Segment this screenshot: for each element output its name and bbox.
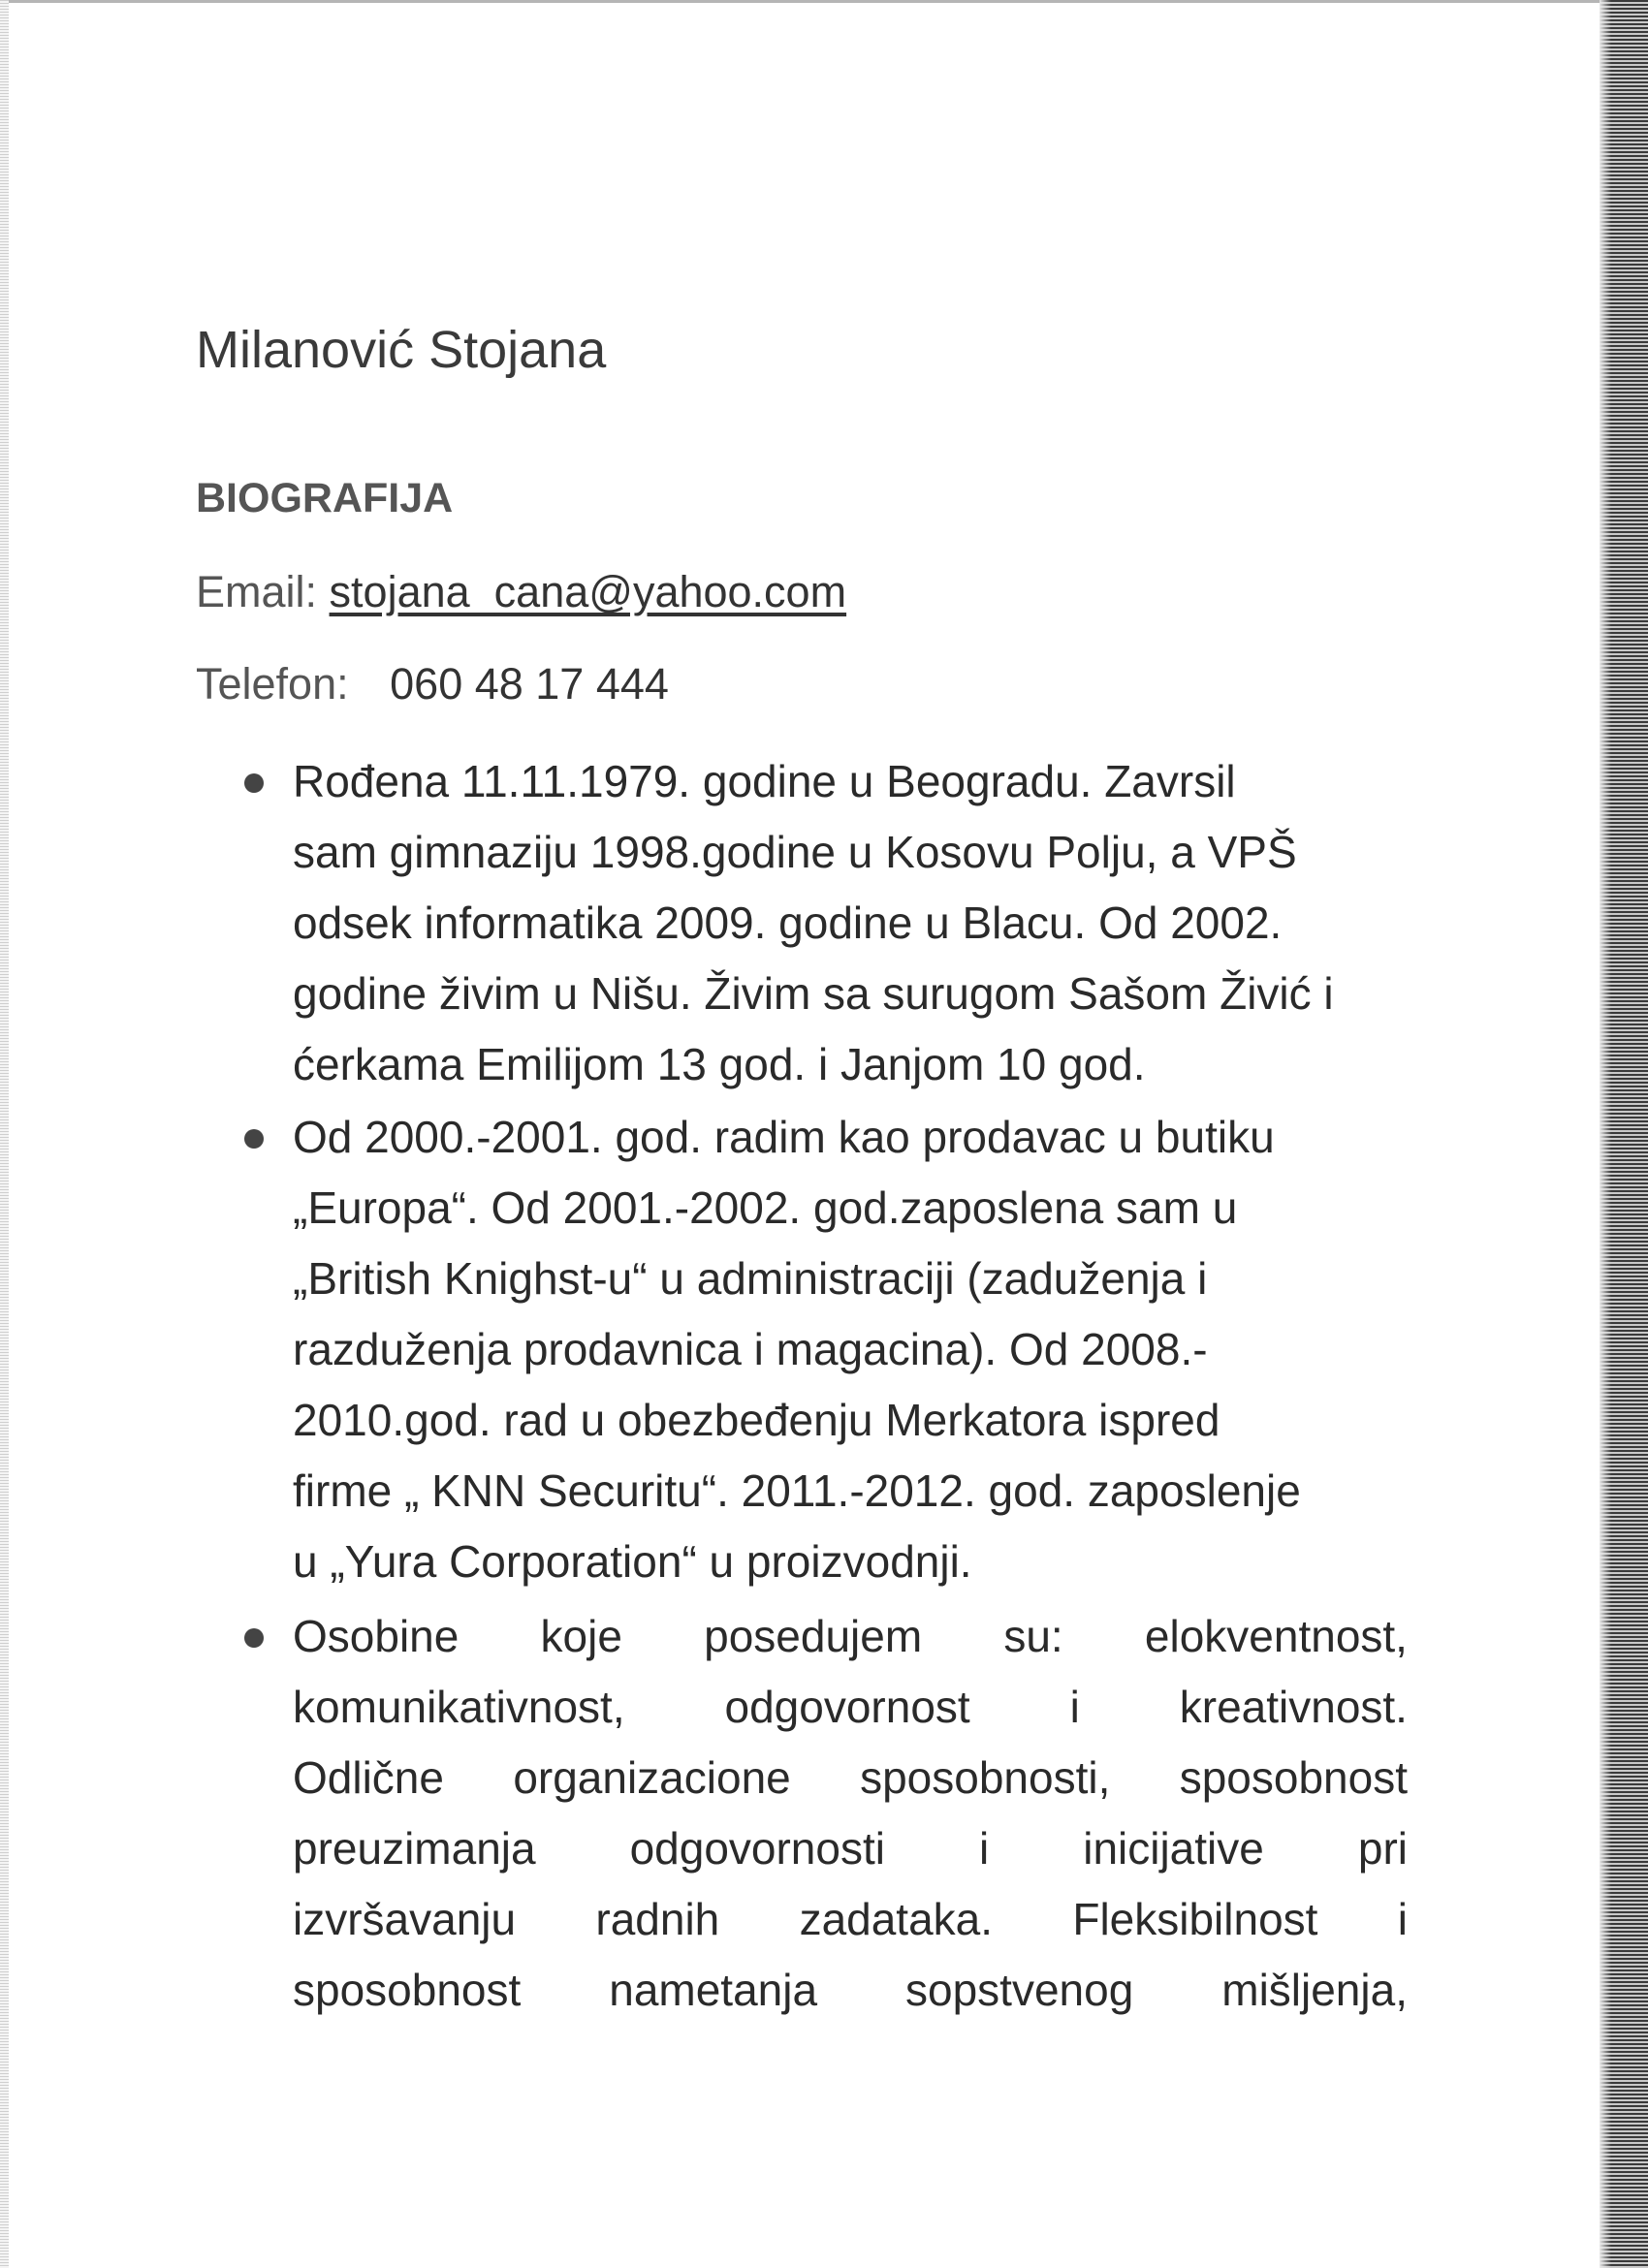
phone-value: 060 48 17 444 [390, 659, 669, 709]
word: i [1069, 1682, 1080, 1732]
word: sposobnost [1179, 1752, 1408, 1803]
email-link[interactable]: stojana_cana@yahoo.com [329, 567, 847, 616]
word: pri [1357, 1823, 1408, 1874]
bullet-dot-2 [244, 1129, 264, 1149]
email-label: Email: [196, 567, 318, 616]
word: komunikativnost, [293, 1682, 625, 1732]
word: su: [1003, 1611, 1063, 1661]
bullet-dot-1 [244, 773, 264, 793]
word: Odlične [293, 1752, 444, 1803]
document-heading: BIOGRAFIJA [196, 475, 454, 521]
word: sposobnost [293, 1965, 522, 2015]
paragraph-line: 2010.god. rad u obezbeđenju Merkatora ispred [293, 1395, 1220, 1445]
phone-row [196, 659, 669, 709]
word: nametanja [609, 1965, 818, 2015]
word: sposobnosti, [860, 1752, 1111, 1803]
word: Fleksibilnost [1072, 1894, 1318, 1944]
paragraph-line: firme „ KNN Securitu“. 2011.-2012. god. zaposlenje [293, 1465, 1301, 1516]
word: mišljenja, [1221, 1965, 1408, 2015]
justified-line [293, 1672, 1408, 1743]
word: organizacione [513, 1752, 791, 1803]
word: radnih [595, 1894, 720, 1944]
scan-top-edge [0, 0, 1600, 3]
scan-left-edge [0, 0, 9, 2268]
bullet-paragraph-2 [293, 1102, 1301, 1597]
word: Osobine [293, 1611, 460, 1661]
word: i [1397, 1894, 1408, 1944]
paragraph-line: razduženja prodavnica i magacina). Od 2008.- [293, 1324, 1208, 1374]
word: posedujem [704, 1611, 923, 1661]
paragraph-line: „British Knighst-u“ u administraciji (zaduženja i [293, 1253, 1208, 1304]
paragraph-line: odsek informatika 2009. godine u Blacu. Od 2002. [293, 898, 1283, 948]
word: koje [540, 1611, 622, 1661]
word: elokventnost, [1144, 1611, 1408, 1661]
word: izvršavanju [293, 1894, 517, 1944]
paragraph-line: Rođena 11.11.1979. godine u Beogradu. Zavrsil [293, 756, 1236, 806]
word: preuzimanja [293, 1823, 536, 1874]
bullet-paragraph-1 [293, 746, 1334, 1100]
bullet-paragraph-3 [293, 1601, 1408, 2026]
justified-line [293, 1743, 1408, 1813]
word: zadataka. [799, 1894, 994, 1944]
justified-line [293, 1601, 1408, 1672]
word: odgovornost [724, 1682, 970, 1732]
paragraph-line: „Europa“. Od 2001.-2002. god.zaposlena sam u [293, 1182, 1238, 1233]
paragraph-line: Od 2000.-2001. god. radim kao prodavac u butiku [293, 1112, 1275, 1162]
word: sopstvenog [905, 1965, 1134, 2015]
justified-line [293, 1955, 1408, 2026]
word: inicijative [1083, 1823, 1264, 1874]
paragraph-line: u „Yura Corporation“ u proizvodnji. [293, 1536, 972, 1587]
paragraph-line: sam gimnaziju 1998.godine u Kosovu Polju, a VPŠ [293, 827, 1297, 877]
paragraph-line: godine živim u Nišu. Živim sa surugom Sašom Živić i [293, 968, 1334, 1019]
paragraph-line: ćerkama Emilijom 13 god. i Janjom 10 god. [293, 1039, 1146, 1089]
justified-line [293, 1884, 1408, 1955]
phone-label: Telefon: [196, 659, 349, 709]
word: odgovornosti [629, 1823, 885, 1874]
email-row [196, 567, 846, 617]
person-name: Milanović Stojana [196, 321, 607, 379]
bullet-dot-3 [244, 1628, 264, 1648]
scan-right-edge [1600, 0, 1648, 2268]
word: i [978, 1823, 990, 1874]
justified-line [293, 1813, 1408, 1884]
word: kreativnost. [1179, 1682, 1408, 1732]
